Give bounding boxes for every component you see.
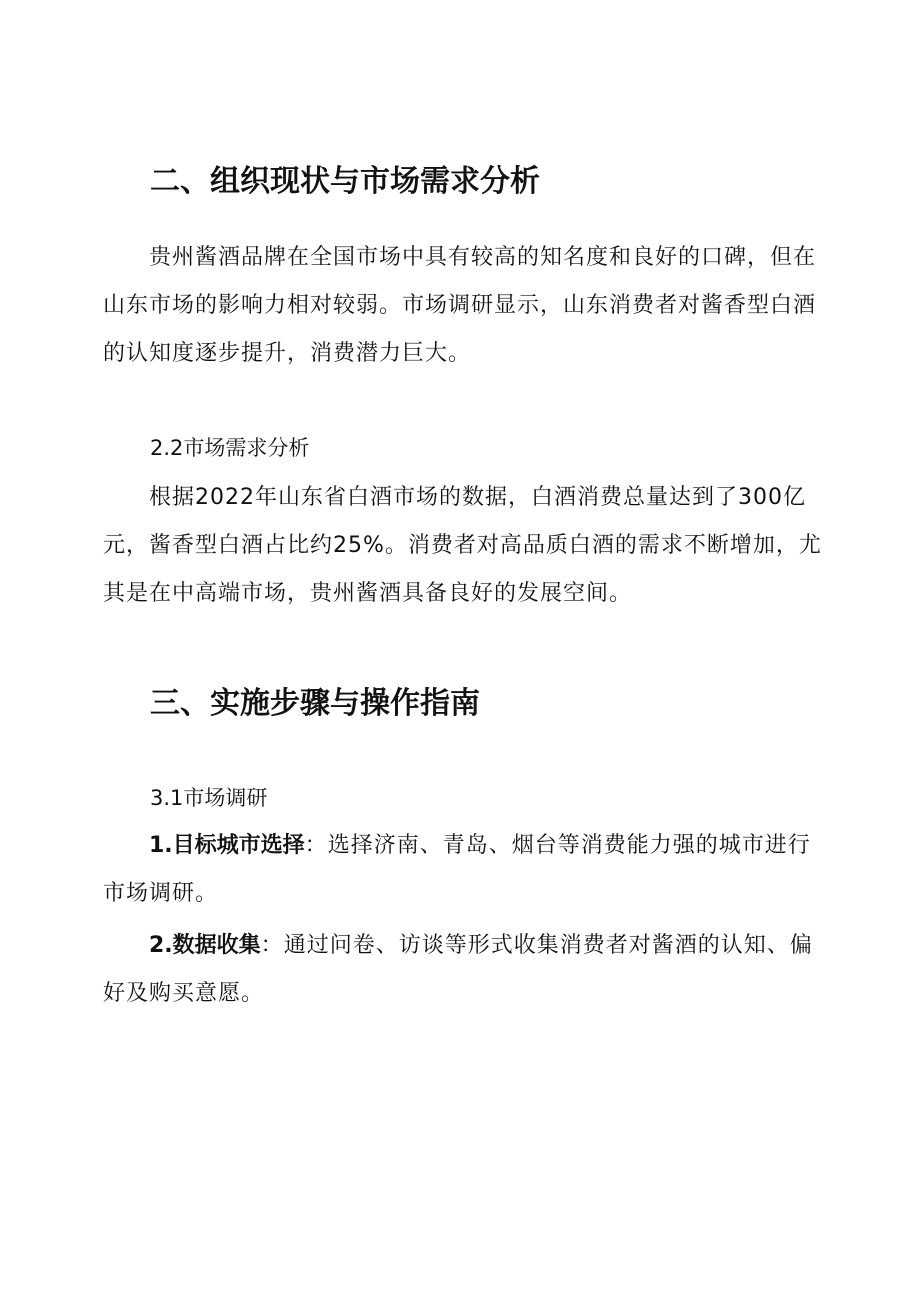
list-item-separator: ： xyxy=(304,833,328,858)
list-item-text: 选择济南、青岛、烟台等消费能力强的城市进行市场调研。 xyxy=(103,833,811,906)
list-item-data-collection xyxy=(103,922,823,1018)
subsection-2-2-heading: 2.2市场需求分析 xyxy=(150,436,310,460)
list-item-text: 通过问卷、访谈等形式收集消费者对酱酒的认知、偏好及购买意愿。 xyxy=(103,933,813,1006)
section-2-intro-paragraph: 贵州酱酒品牌在全国市场中具有较高的知名度和良好的口碑，但在山东市场的影响力相对较弱。市场调研显示，山东消费者对酱香型白酒的认知度逐步提升，消费潜力巨大。 xyxy=(103,245,817,366)
section-3-heading: 三、实施步骤与操作指南 xyxy=(150,686,480,721)
subsection-2-2-paragraph: 根据2022年山东省白酒市场的数据，白酒消费总量达到了300亿元，酱香型白酒占比约25%。消费者对高品质白酒的需求不断增加，尤其是在中高端市场，贵州酱酒具备良好的发展空间。 xyxy=(103,485,822,606)
list-item-separator: ： xyxy=(260,933,284,958)
list-item-label: 1.目标城市选择 xyxy=(149,833,305,858)
subsection-3-1-heading: 3.1市场调研 xyxy=(150,786,268,810)
list-item-target-cities xyxy=(103,822,823,918)
section-2-heading: 二、组织现状与市场需求分析 xyxy=(150,164,540,199)
list-item-label: 2.数据收集 xyxy=(149,933,261,958)
